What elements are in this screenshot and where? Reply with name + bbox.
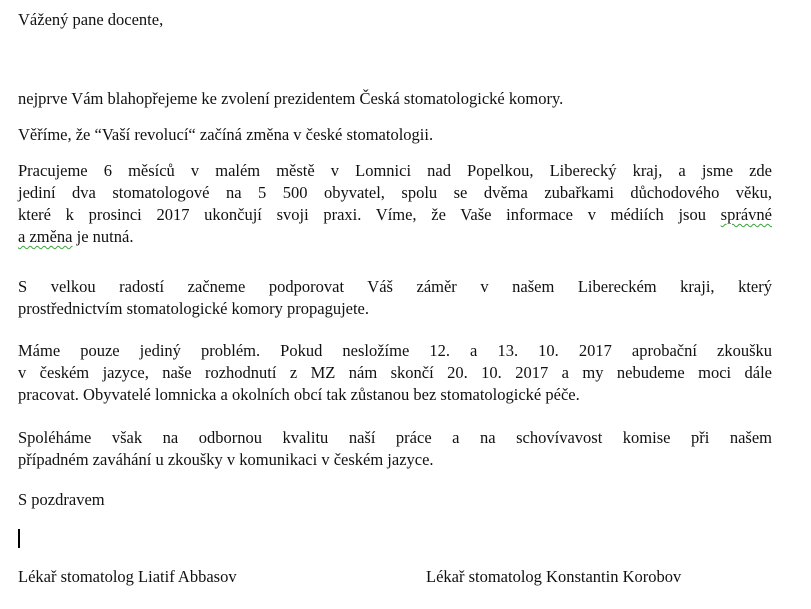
paragraph-reliance-line-2: případném zaváhání u zkoušky v komunikaci v českém jazyce. [18, 450, 434, 469]
paragraph-problem [18, 340, 772, 406]
paragraph-reliance-line-1: Spoléháme však na odbornou kvalitu naší práce a na schovívavost komise při našem [18, 428, 772, 447]
paragraph-practice-line-3-text: které k prosinci 2017 ukončují svoji praxi. Víme, že Vaše informace v médiích jsou [18, 205, 721, 224]
closing: S pozdravem [18, 490, 105, 509]
paragraph-revolution: Věříme, že “Vaší revolucí“ začíná změna v české stomatologii. [18, 125, 434, 144]
document-page[interactable] [18, 0, 776, 609]
signature-left: Lékař stomatolog Liatif Abbasov [18, 567, 237, 586]
paragraph-problem-line-3: pracovat. Obyvatelé lomnicka a okolních obcí tak zůstanou bez stomatologické péče. [18, 385, 580, 404]
paragraph-support [18, 276, 772, 320]
spellcheck-flagged-word[interactable]: správné [720, 205, 772, 224]
text-cursor [18, 529, 20, 548]
paragraph-support-line-1: S velkou radostí začneme podporovat Váš záměr v našem Libereckém kraji, který [18, 277, 772, 296]
paragraph-practice-line-3 [18, 204, 772, 226]
salutation: Vážený pane docente, [18, 10, 164, 29]
paragraph-practice [18, 160, 772, 248]
signature-right: Lékař stomatolog Konstantin Korobov [426, 567, 682, 586]
paragraph-practice-line-4-text: je nutná. [72, 227, 134, 246]
paragraph-problem-line-1: Máme pouze jediný problém. Pokud nesložíme 12. a 13. 10. 2017 aprobační zkoušku [18, 341, 772, 360]
paragraph-practice-line-4 [18, 226, 772, 248]
paragraph-support-line-2: prostřednictvím stomatologické komory propagujete. [18, 299, 370, 318]
paragraph-problem-line-2: v českém jazyce, naše rozhodnutí z MZ nám skončí 20. 10. 2017 a my nebudeme moci dále [18, 363, 772, 382]
spellcheck-flagged-phrase[interactable]: a změna [18, 227, 73, 246]
paragraph-practice-line-1: Pracujeme 6 měsíců v malém městě v Lomnici nad Popelkou, Liberecký kraj, a jsme zde [18, 161, 772, 180]
paragraph-practice-line-2: jediní dva stomatologové na 5 500 obyvatel, spolu se dvěma zubařkami důchodového věku, [18, 183, 772, 202]
paragraph-congratulations: nejprve Vám blahopřejeme ke zvolení prezidentem Česká stomatologické komory. [18, 89, 564, 108]
paragraph-reliance [18, 427, 772, 471]
